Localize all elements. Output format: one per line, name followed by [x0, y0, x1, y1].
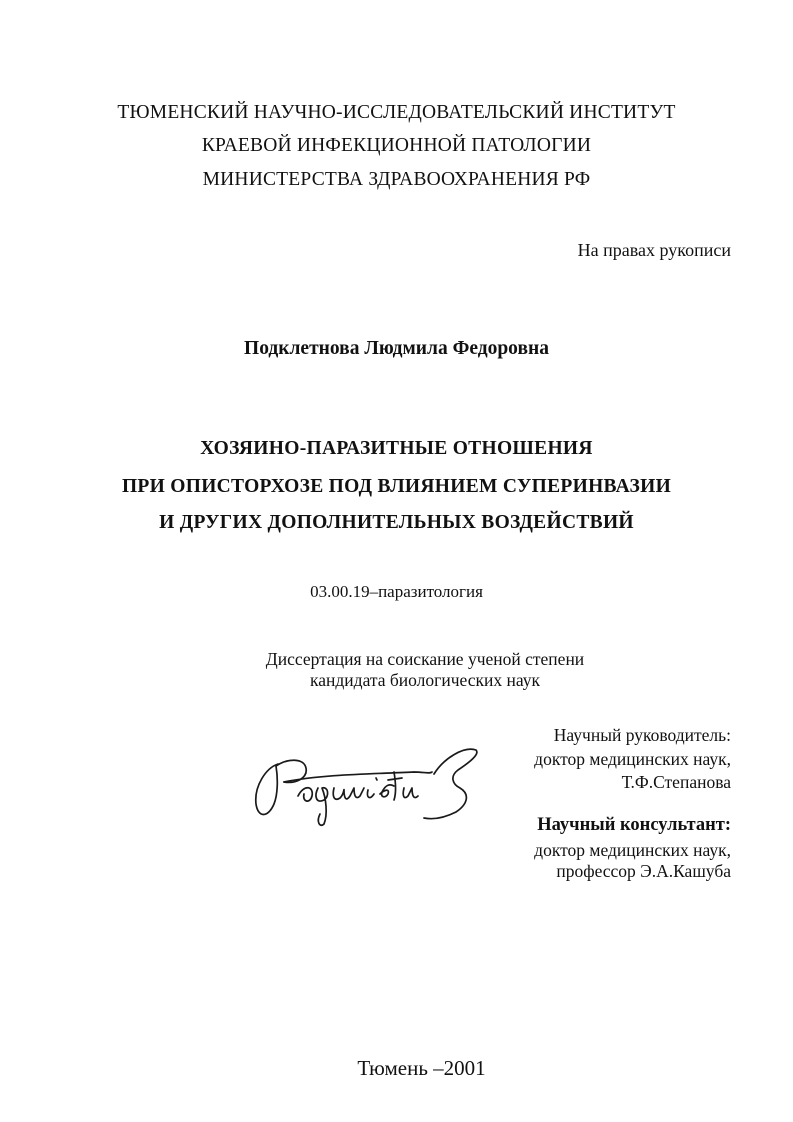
author-name: Подклетнова Людмила Федоровна	[244, 338, 549, 359]
supervisor-degree: доктор медицинских наук,	[534, 749, 731, 769]
consultant-degree: доктор медицинских наук,	[534, 840, 731, 860]
institution-line-3: МИНИСТЕРСТВА ЗДРАВООХРАНЕНИЯ РФ	[202, 169, 591, 190]
degree-line-2: кандидата биологических наук	[310, 670, 540, 690]
title-line-3: И ДРУГИХ ДОПОЛНИТЕЛЬНЫХ ВОЗДЕЙСТВИЙ	[159, 512, 634, 533]
consultant-name: профессор Э.А.Кашуба	[556, 861, 731, 881]
title-line-2: ПРИ ОПИСТОРХОЗЕ ПОД ВЛИЯНИЕМ СУПЕРИНВАЗИИ	[121, 476, 672, 497]
degree-line-1: Диссертация на соискание ученой степени	[265, 649, 585, 669]
institution-line-2: КРАЕВОЙ ИНФЕКЦИОННОЙ ПАТОЛОГИИ	[201, 135, 592, 156]
supervisor-role: Научный руководитель:	[553, 725, 731, 745]
consultant-role: Научный консультант:	[537, 815, 731, 835]
title-line-1: ХОЗЯИНО-ПАРАЗИТНЫЕ ОТНОШЕНИЯ	[200, 438, 593, 459]
manuscript-note: На правах рукописи	[577, 240, 731, 260]
city-year: Тюмень –2001	[357, 1056, 486, 1080]
handwritten-signature	[244, 738, 482, 830]
specialty-code: 03.00.19–паразитология	[310, 582, 483, 601]
institution-line-1: ТЮМЕНСКИЙ НАУЧНО-ИССЛЕДОВАТЕЛЬСКИЙ ИНСТИТУТ	[117, 102, 676, 123]
supervisor-name: Т.Ф.Степанова	[621, 772, 731, 792]
